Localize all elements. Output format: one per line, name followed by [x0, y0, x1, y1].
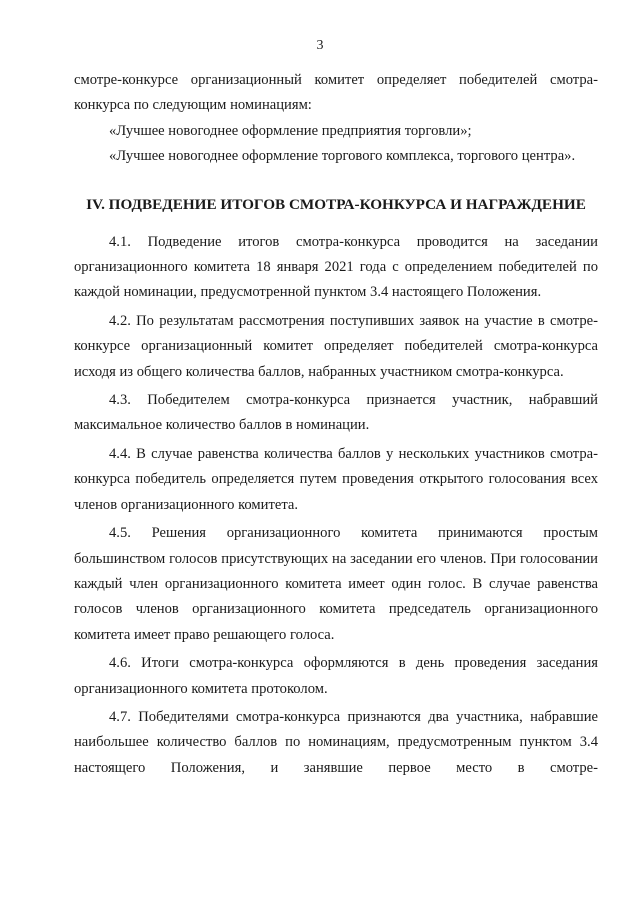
clause-4-5: 4.5. Решения организационного комитета принимаются простым большинством голосов присутствующих на заседании его членов. При голосовании каждый член организационного комитета имеет один голос. В случае равенства голосов членов организационного комитета председатель организационного комитета имеет право решающего голоса.	[74, 525, 598, 643]
clause-4-1: 4.1. Подведение итогов смотра-конкурса проводится на заседании организационного комитета 18 января 2021 года с определением победителей по каждой номинации, предусмотренной пунктом 3.4 настоящего Положения.	[74, 233, 598, 301]
nomination-trade-enterprise: «Лучшее новогоднее оформление предприятия торговли»;	[109, 122, 472, 139]
clause-4-2: 4.2. По результатам рассмотрения поступивших заявок на участие в смотре-конкурсе организационный комитет определяет победителей смотра-конкурса исходя из общего количества баллов, набранных участником смотра-конкурса.	[74, 312, 598, 380]
clause-4-6: 4.6. Итоги смотра-конкурса оформляются в день проведения заседания организационного комитета протоколом.	[74, 655, 598, 697]
clause-4-7: 4.7. Победителями смотра-конкурса признаются два участника, набравшие наибольшее количество баллов по номинациям, предусмотренным пунктом 3.4 настоящего Положения, и занявшие первое место в смотре-	[74, 708, 598, 776]
intro-paragraph-continuation: смотре-конкурсе организационный комитет определяет победителей смотра-конкурса по следующим номинациям:	[74, 72, 598, 114]
document-body	[74, 68, 598, 781]
page-number: 3	[316, 38, 324, 53]
section-heading: IV. ПОДВЕДЕНИЕ ИТОГОВ СМОТРА-КОНКУРСА И НАГРАЖДЕНИЕ	[86, 195, 586, 213]
nomination-shopping-center: «Лучшее новогоднее оформление торгового комплекса, торгового центра».	[109, 148, 576, 165]
clause-4-3: 4.3. Победителем смотра-конкурса признается участник, набравший максимальное количество баллов в номинации.	[74, 392, 598, 434]
clause-4-4: 4.4. В случае равенства количества баллов у нескольких участников смотра-конкурса победитель определяется путем проведения открытого голосования всех членов организационного комитета.	[74, 445, 598, 513]
